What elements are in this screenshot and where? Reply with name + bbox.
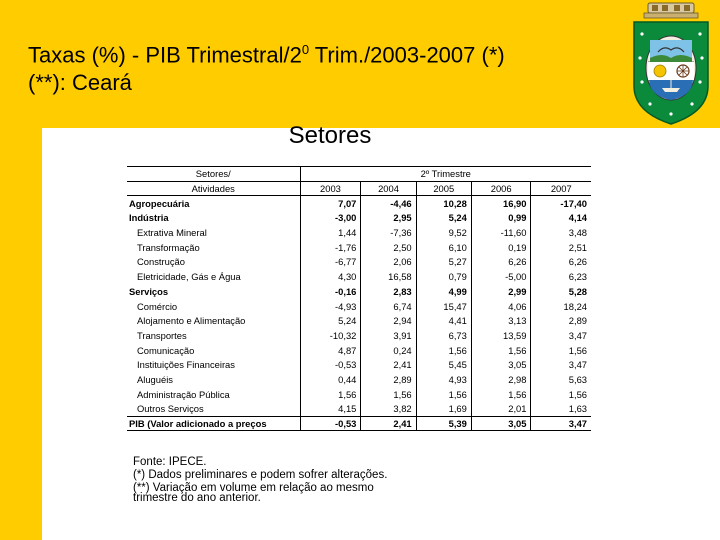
row-value: -17,40 xyxy=(560,197,587,209)
table-row xyxy=(127,211,591,226)
row-value: 2,01 xyxy=(471,402,531,417)
header-sector-label: Setores/ xyxy=(127,167,300,182)
row-value: 3,47 xyxy=(568,329,587,341)
title-line2: (**): Ceará xyxy=(28,70,132,96)
row-value: -7,36 xyxy=(361,225,416,240)
row-value: 6,23 xyxy=(568,271,587,283)
row-value: 5,27 xyxy=(416,255,471,270)
row-value: 1,56 xyxy=(568,344,587,356)
row-label: Eletricidade, Gás e Água xyxy=(127,269,300,284)
header-period: 2º Trimestre xyxy=(300,167,591,182)
left-band xyxy=(0,128,42,540)
row-value: -3,00 xyxy=(300,211,361,226)
row-value: -10,32 xyxy=(300,328,361,343)
header-year: 2006 xyxy=(471,181,531,196)
row-value: -5,00 xyxy=(471,269,531,284)
row-label: Transformação xyxy=(127,240,300,255)
title-superscript: 0 xyxy=(301,42,310,57)
row-label: Construção xyxy=(127,255,300,270)
row-value: 16,90 xyxy=(471,196,531,211)
row-value: -4,46 xyxy=(361,196,416,211)
row-value: 2,50 xyxy=(361,240,416,255)
row-value: 2,95 xyxy=(361,211,416,226)
row-value: 1,56 xyxy=(416,387,471,402)
row-value: 1,63 xyxy=(568,403,587,415)
table-header-years-row xyxy=(127,181,591,196)
row-label: Indústria xyxy=(127,211,300,226)
row-value: -0,53 xyxy=(300,416,361,431)
table-row xyxy=(127,357,591,372)
table-row xyxy=(127,240,591,255)
row-label: Agropecuária xyxy=(127,196,300,211)
row-value: 16,58 xyxy=(361,269,416,284)
row-label: Administração Pública xyxy=(127,387,300,402)
table-row xyxy=(127,402,591,417)
row-value: 5,24 xyxy=(416,211,471,226)
row-value: 9,52 xyxy=(416,225,471,240)
table-row xyxy=(127,255,591,270)
row-value: 4,93 xyxy=(416,372,471,387)
table-row xyxy=(127,269,591,284)
table-row xyxy=(127,313,591,328)
row-label: Instituições Financeiras xyxy=(127,357,300,372)
header-year: 2004 xyxy=(361,181,416,196)
row-value: 0,44 xyxy=(300,372,361,387)
row-value: 2,41 xyxy=(361,357,416,372)
table-row xyxy=(127,372,591,387)
row-value: 0,79 xyxy=(416,269,471,284)
row-value: 2,06 xyxy=(361,255,416,270)
row-value: -6,77 xyxy=(300,255,361,270)
row-label: PIB (Valor adicionado a preços xyxy=(127,416,300,431)
table-row xyxy=(127,343,591,358)
row-value: 1,44 xyxy=(300,225,361,240)
row-value: 4,99 xyxy=(416,284,471,299)
row-value: -11,60 xyxy=(471,225,531,240)
row-value: 2,99 xyxy=(471,284,531,299)
row-value: 3,13 xyxy=(471,313,531,328)
preliminary-note: (*) Dados preliminares e podem sofrer alterações. xyxy=(133,469,388,481)
row-value: 1,56 xyxy=(361,387,416,402)
row-value: 3,91 xyxy=(361,328,416,343)
row-value: 1,56 xyxy=(471,387,531,402)
row-value: 5,63 xyxy=(568,373,587,385)
volume-note-continuation: trimestre do ano anterior. xyxy=(133,492,261,504)
pib-table xyxy=(127,166,591,431)
row-value: 5,39 xyxy=(416,416,471,431)
row-label: Alojamento e Alimentação xyxy=(127,313,300,328)
row-value: 3,47 xyxy=(568,359,587,371)
row-value: 3,48 xyxy=(568,227,587,239)
row-value: 6,26 xyxy=(471,255,531,270)
row-value: 2,51 xyxy=(568,241,587,253)
row-label: Aluguéis xyxy=(127,372,300,387)
row-value: 7,07 xyxy=(300,196,361,211)
source-note: Fonte: IPECE. xyxy=(133,456,207,468)
header-activities-label: Atividades xyxy=(127,181,300,196)
row-value: -1,76 xyxy=(300,240,361,255)
table-row xyxy=(127,299,591,314)
row-value: 5,28 xyxy=(568,285,587,297)
row-value: 15,47 xyxy=(416,299,471,314)
row-value: 1,56 xyxy=(300,387,361,402)
table-row xyxy=(127,416,591,431)
table-row xyxy=(127,225,591,240)
row-value: 13,59 xyxy=(471,328,531,343)
row-value: -4,93 xyxy=(300,299,361,314)
row-value: 2,98 xyxy=(471,372,531,387)
volume-note: (**) Variação em volume em relação ao mesmo xyxy=(133,482,374,494)
title-line1-pre: Taxas (%) - PIB Trimestral/2 xyxy=(28,42,302,68)
row-value: 4,30 xyxy=(300,269,361,284)
row-value: 0,99 xyxy=(471,211,531,226)
row-value: 18,24 xyxy=(563,300,587,312)
row-value: 2,89 xyxy=(568,315,587,327)
row-label: Serviços xyxy=(127,284,300,299)
row-value: 0,19 xyxy=(471,240,531,255)
header-year: 2005 xyxy=(416,181,471,196)
row-value: 4,15 xyxy=(300,402,361,417)
row-label: Extrativa Mineral xyxy=(127,225,300,240)
table-row xyxy=(127,387,591,402)
row-value: 6,74 xyxy=(361,299,416,314)
row-value: 5,45 xyxy=(416,357,471,372)
row-value: 4,14 xyxy=(568,212,587,224)
row-value: 2,83 xyxy=(361,284,416,299)
header-year: 2003 xyxy=(300,181,361,196)
ceara-coat-of-arms-icon xyxy=(628,0,714,128)
row-label: Transportes xyxy=(127,328,300,343)
row-value: 1,56 xyxy=(416,343,471,358)
row-value: 4,06 xyxy=(471,299,531,314)
row-value: 4,87 xyxy=(300,343,361,358)
row-value: 3,05 xyxy=(471,357,531,372)
row-value: 1,56 xyxy=(568,388,587,400)
slide-title xyxy=(28,36,618,97)
row-value: 1,69 xyxy=(416,402,471,417)
table-row xyxy=(127,196,591,211)
header-year: 2007 xyxy=(531,181,591,196)
row-value: 6,10 xyxy=(416,240,471,255)
row-label: Comércio xyxy=(127,299,300,314)
row-value: 10,28 xyxy=(416,196,471,211)
section-title: Setores xyxy=(288,122,372,149)
table-row xyxy=(127,284,591,299)
row-value: -0,16 xyxy=(300,284,361,299)
title-line1-post: Trim./2003-2007 (*) xyxy=(309,42,505,68)
row-value: 1,56 xyxy=(471,343,531,358)
row-label: Comunicação xyxy=(127,343,300,358)
table-row xyxy=(127,328,591,343)
row-value: 4,41 xyxy=(416,313,471,328)
row-value: 3,05 xyxy=(471,416,531,431)
row-value: 2,89 xyxy=(361,372,416,387)
row-value: 2,41 xyxy=(361,416,416,431)
row-value: 0,24 xyxy=(361,343,416,358)
table-header-row xyxy=(127,167,591,182)
row-value: 3,47 xyxy=(531,416,591,431)
table-notes xyxy=(133,456,453,505)
row-value: 6,26 xyxy=(568,256,587,268)
row-label: Outros Serviços xyxy=(127,402,300,417)
row-value: 6,73 xyxy=(416,328,471,343)
row-value: 2,94 xyxy=(361,313,416,328)
row-value: 3,82 xyxy=(361,402,416,417)
row-value: -0,53 xyxy=(300,357,361,372)
row-value: 5,24 xyxy=(300,313,361,328)
